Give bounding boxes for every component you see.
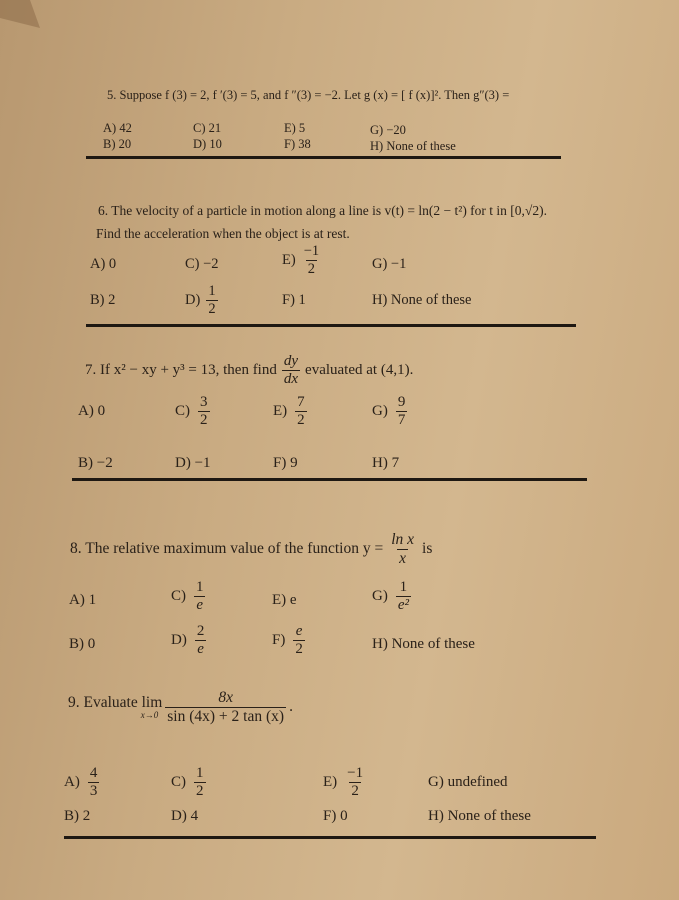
q5-option-e: E) 5 <box>284 121 306 135</box>
q6-option-e-num: −1 <box>303 243 320 259</box>
q6-option-d-label: D) <box>185 291 201 308</box>
q5-option-g: G) −20 <box>370 123 406 137</box>
q9-option-a <box>64 766 101 799</box>
q7-option-c-label: C) <box>175 403 190 419</box>
q6-stem: 6. The velocity of a particle in motion along a line is v(t) = ln(2 − t²) for t in [0,√2). <box>98 203 547 218</box>
q5-option-a: A) 42 <box>103 121 132 135</box>
q6-option-d-num: 1 <box>208 283 216 299</box>
q7-option-e-den: 2 <box>297 412 305 428</box>
q7-stem <box>85 354 413 387</box>
q8-option-f-den: 2 <box>295 641 303 657</box>
q7-stem-post: evaluated at (4,1). <box>305 362 414 378</box>
q8-option-a: A) 1 <box>69 592 97 608</box>
q8-frac-num: ln x <box>391 531 415 548</box>
q9-option-c <box>171 766 208 799</box>
q8-option-c-den: e <box>196 597 204 613</box>
q6-option-d-den: 2 <box>208 300 216 317</box>
q7-option-h: H) 7 <box>372 455 400 471</box>
q7-option-e <box>273 395 309 428</box>
q8-stem <box>70 532 432 566</box>
q8-stem-pre: 8. The relative maximum value of the function y = <box>70 540 384 557</box>
q8-option-d-num: 2 <box>196 623 205 639</box>
q7-option-g-den: 7 <box>397 412 406 428</box>
q6-option-f: F) 1 <box>282 292 306 308</box>
q7-option-e-label: E) <box>273 403 288 419</box>
q9-option-g: G) undefined <box>428 774 508 790</box>
q5-option-f: F) 38 <box>284 137 311 151</box>
q9-option-h: H) None of these <box>428 808 531 824</box>
q8-option-g-den: e² <box>397 597 409 613</box>
q6-option-g: G) −1 <box>372 256 407 272</box>
q8-option-d <box>171 624 208 657</box>
q8-option-g-label: G) <box>372 588 388 604</box>
q7-option-f: F) 9 <box>273 455 298 471</box>
q9-stem-post: . <box>289 698 293 715</box>
page-corner-shadow <box>0 0 60 40</box>
q7-option-a: A) 0 <box>78 403 106 419</box>
q6-option-a: A) 0 <box>90 256 117 272</box>
q9-option-f: F) 0 <box>323 808 348 824</box>
q9-option-c-den: 2 <box>196 783 204 799</box>
q9-option-e-num: −1 <box>347 765 364 781</box>
q6-option-c: C) −2 <box>185 256 219 272</box>
q9-frac-num: 8x <box>218 689 233 706</box>
q8-option-c-num: 1 <box>196 579 204 595</box>
q9-stem <box>68 690 293 724</box>
q8-option-g-num: 1 <box>399 579 408 595</box>
q5-option-c: C) 21 <box>193 121 222 135</box>
q9-option-e-den: 2 <box>351 783 359 799</box>
q7-option-g-num: 9 <box>397 394 406 410</box>
q8-option-d-den: e <box>197 641 204 657</box>
q7-option-d: D) −1 <box>175 455 211 471</box>
q9-frac-den: sin (4x) + 2 tan (x) <box>167 707 285 725</box>
q5-option-d: D) 10 <box>193 137 222 151</box>
q9-divider <box>64 836 596 839</box>
q9-option-c-num: 1 <box>196 765 204 781</box>
q7-divider <box>72 478 587 481</box>
q8-option-d-label: D) <box>171 632 187 648</box>
q8-option-g <box>372 580 413 613</box>
q7-option-c-num: 3 <box>200 394 208 410</box>
q7-frac-den: dx <box>283 371 299 387</box>
q6-option-b: B) 2 <box>90 292 116 308</box>
q8-option-f <box>272 624 307 657</box>
q5-option-h: H) None of these <box>370 139 456 153</box>
q7-stem-pre: 7. If x² − xy + y³ = 13, then find <box>85 362 277 378</box>
q6-option-e <box>282 244 323 276</box>
q9-option-a-den: 3 <box>89 783 98 799</box>
q9-stem-pre: 9. Evaluate lim <box>68 693 163 711</box>
q6-divider <box>86 324 576 327</box>
q7-frac-num: dy <box>283 353 299 369</box>
q7-option-b: B) −2 <box>78 455 113 471</box>
q9-option-c-label: C) <box>171 774 186 790</box>
q7-option-g <box>372 395 409 428</box>
q8-option-e: E) e <box>272 592 297 608</box>
q7-option-e-num: 7 <box>297 394 305 410</box>
q8-option-h: H) None of these <box>372 636 475 652</box>
q8-option-c-label: C) <box>171 588 186 604</box>
q8-stem-post: is <box>422 540 433 557</box>
q9-option-a-label: A) <box>64 774 80 790</box>
q8-option-f-label: F) <box>272 632 286 648</box>
q8-option-b: B) 0 <box>69 636 96 652</box>
q9-option-e <box>323 766 367 799</box>
q5-divider <box>86 156 561 159</box>
q6-option-d <box>185 284 220 316</box>
q7-option-g-label: G) <box>372 403 388 419</box>
q6-line2: Find the acceleration when the object is at rest. <box>96 226 350 241</box>
q9-option-a-num: 4 <box>89 765 98 781</box>
q5-option-b: B) 20 <box>103 137 132 151</box>
q7-option-c <box>175 395 212 428</box>
q6-option-e-label: E) <box>282 251 296 268</box>
q8-frac-den: x <box>399 549 407 567</box>
q6-option-e-den: 2 <box>307 260 316 277</box>
q9-option-d: D) 4 <box>171 808 199 824</box>
q7-option-c-den: 2 <box>200 412 208 428</box>
q9-option-b: B) 2 <box>64 808 91 824</box>
q5-stem: 5. Suppose f (3) = 2, f ′(3) = 5, and f ″(3) = −2. Let g (x) = [ f (x)]². Then g″(3) = <box>107 88 510 102</box>
q8-option-c <box>171 580 208 613</box>
q8-option-f-num: e <box>295 623 303 639</box>
q9-lim-sub: x→0 <box>140 709 159 720</box>
q6-option-h: H) None of these <box>372 292 472 308</box>
q9-option-e-label: E) <box>323 774 338 790</box>
